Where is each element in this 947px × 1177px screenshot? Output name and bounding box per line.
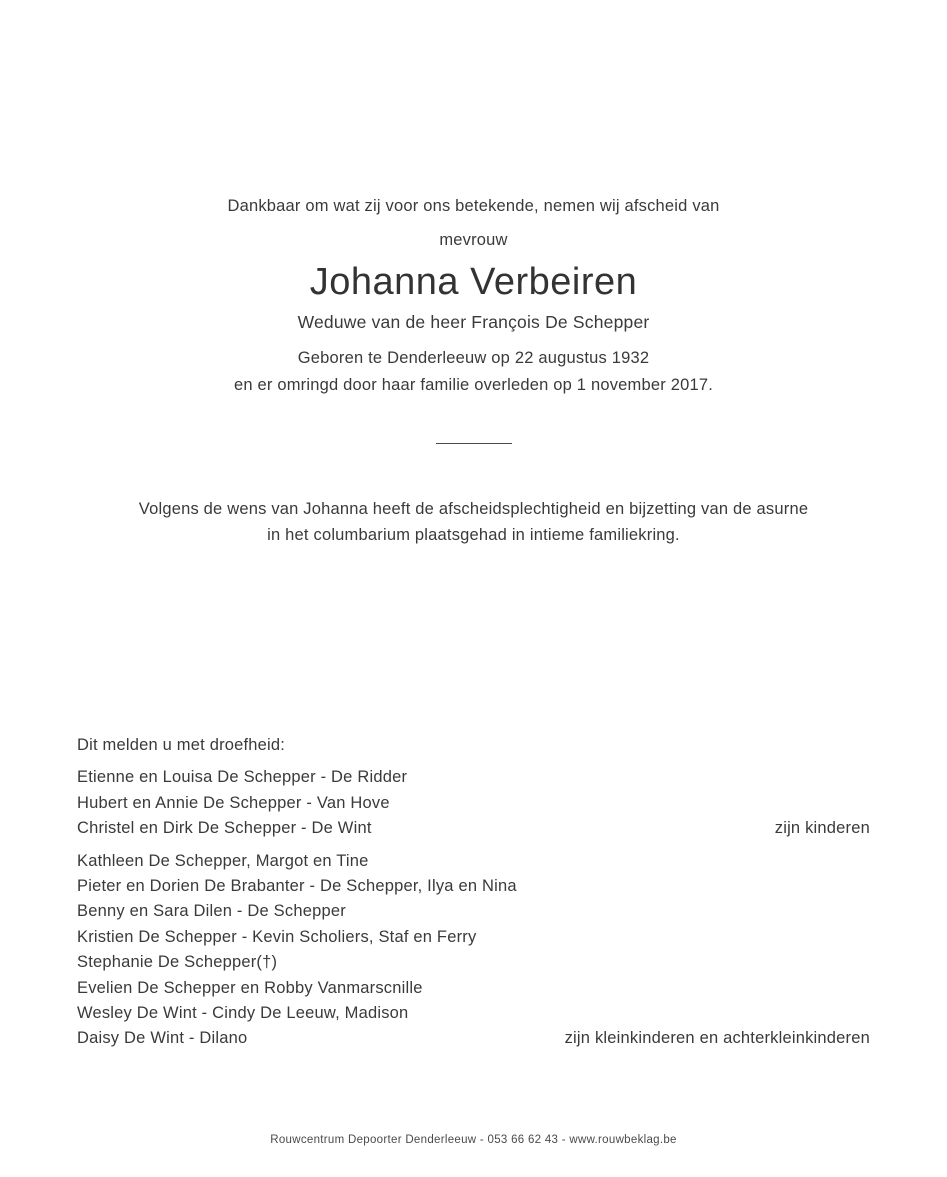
death-line: en er omringd door haar familie overleden op 1 november 2017. xyxy=(233,376,714,394)
family-name-line: Kathleen De Schepper, Margot en Tine xyxy=(77,851,369,870)
ceremony-notice xyxy=(0,497,947,548)
family-name-line: Benny en Sara Dilen - De Schepper xyxy=(77,902,346,921)
family-section xyxy=(77,733,870,1052)
ceremony-line-1: Volgens de wens van Johanna heeft de afscheidsplechtigheid en bijzetting van de asurne xyxy=(138,500,809,518)
ceremony-line-2: in het columbarium plaatsgehad in intieme familiekring. xyxy=(267,525,680,544)
family-name-line: Evelien De Schepper en Robby Vanmarscnille xyxy=(77,978,423,997)
family-name-line: Etienne en Louisa De Schepper - De Ridder xyxy=(77,768,408,787)
announcement-line: Dit melden u met droefheid: xyxy=(77,736,286,754)
family-name-line: Pieter en Dorien De Brabanter - De Schepper, Ilya en Nina xyxy=(77,877,517,896)
family-name-row xyxy=(77,816,870,841)
obituary-header xyxy=(0,197,947,395)
family-name-line: Stephanie De Schepper(†) xyxy=(77,953,278,972)
section-divider xyxy=(436,443,512,444)
grandchildren-relation-label: zijn kleinkinderen en achterkleinkinderen xyxy=(564,1029,870,1048)
children-relation-label: zijn kinderen xyxy=(774,819,870,838)
children-group xyxy=(77,765,870,841)
intro-line: Dankbaar om wat zij voor ons betekende, nemen wij afscheid van xyxy=(227,197,720,215)
family-name-line: Kristien De Schepper - Kevin Scholiers, Staf en Ferry xyxy=(77,927,477,946)
family-name-row xyxy=(77,1026,870,1051)
widow-line: Weduwe van de heer François De Schepper xyxy=(297,312,650,332)
family-name-line: Wesley De Wint - Cindy De Leeuw, Madison xyxy=(77,1004,409,1023)
deceased-name: Johanna Verbeiren xyxy=(309,261,638,303)
funeral-home-footer: Rouwcentrum Depoorter Denderleeuw - 053 66 62 43 - www.rouwbeklag.be xyxy=(270,1134,677,1146)
salutation: mevrouw xyxy=(439,231,508,249)
grandchildren-group xyxy=(77,849,870,1052)
family-name-line: Hubert en Annie De Schepper - Van Hove xyxy=(77,793,390,812)
family-name-line: Christel en Dirk De Schepper - De Wint xyxy=(77,819,372,838)
birth-line: Geboren te Denderleeuw op 22 augustus 1932 xyxy=(297,349,650,367)
family-name-line: Daisy De Wint - Dilano xyxy=(77,1029,248,1048)
